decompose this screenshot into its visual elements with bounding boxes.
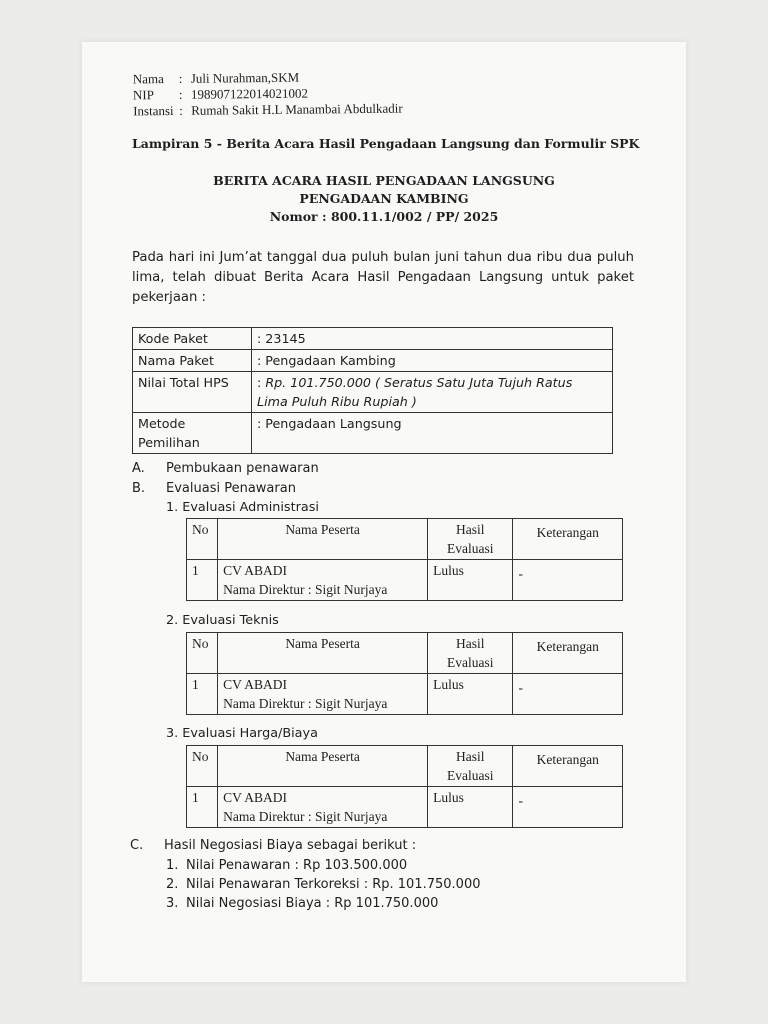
nama-label: Nama [132,71,164,87]
col-keterangan: Keterangan [513,519,623,560]
document-title [82,172,686,226]
intro-line-3: pekerjaan : [132,290,207,305]
intro-paragraph [132,248,634,308]
row-nama-1: CV ABADI [223,563,288,578]
section-a-label: Pembukaan penawaran [166,461,319,476]
hps-value-cell [252,372,613,413]
nama-paket-value: : Pengadaan Kambing [252,350,613,372]
row-nama-2: Nama Direktur : Sigit Nurjaya [223,582,388,597]
paket-row-hps [133,372,613,413]
row-hasil: Lulus [428,560,513,601]
nego-text: Nilai Penawaran : Rp 103.500.000 [186,858,408,873]
title-nomor: Nomor : 800.11.1/002 / PP/ 2025 [269,209,499,224]
row-no: 1 [187,560,218,601]
table-row [187,560,623,601]
nip-label: NIP [132,87,155,103]
metode-label-1: Metode [138,416,186,431]
section-b [132,480,296,498]
eval-admin-heading: 1. Evaluasi Administrasi [166,500,319,515]
row-hasil: Lulus [428,787,513,828]
col-hasil-1: Hasil [456,636,485,651]
nama-paket-label: Nama Paket [133,350,252,372]
col-hasil-evaluasi [428,633,513,674]
metode-value: : Pengadaan Langsung [252,413,613,454]
col-hasil-evaluasi [428,746,513,787]
instansi-value: Rumah Sakit H.L Manambai Abdulkadir [191,100,403,118]
document-sheet [82,42,686,982]
row-nama-1: CV ABADI [223,677,288,692]
eval-teknis-header-row [187,633,623,674]
kode-label: Kode Paket [133,328,252,350]
col-nama-peserta: Nama Peserta [218,746,428,787]
row-nama-2: Nama Direktur : Sigit Nurjaya [223,696,388,711]
list-item [166,894,480,913]
col-hasil-evaluasi [428,519,513,560]
section-a-marker: A. [132,461,145,476]
hps-terbilang-2: Lima Puluh Ribu Rupiah ) [257,394,417,409]
row-nama-2: Nama Direktur : Sigit Nurjaya [223,809,388,824]
eval-harga-heading: 3. Evaluasi Harga/Biaya [166,726,318,741]
hps-value: Rp. 101.750.000 [265,375,371,390]
nego-num: 1. [166,858,179,873]
col-keterangan: Keterangan [513,746,623,787]
col-hasil-2: Evaluasi [447,768,494,783]
title-line-2: PENGADAAN KAMBING [299,191,469,206]
row-keterangan: - [513,787,623,828]
nego-text: Nilai Penawaran Terkoreksi : Rp. 101.750.000 [186,877,481,892]
list-item [166,875,480,894]
nip-separator: : [178,86,183,102]
intro-line-2: lima, telah dibuat Berita Acara Hasil Pengadaan Langsung untuk paket [132,270,634,285]
eval-teknis-table [186,632,623,715]
section-c-marker: C. [130,838,144,853]
col-hasil-1: Hasil [456,522,485,537]
col-keterangan: Keterangan [513,633,623,674]
row-hasil: Lulus [428,674,513,715]
hps-prefix: : [257,375,266,390]
title-line-1: BERITA ACARA HASIL PENGADAAN LANGSUNG [213,173,555,188]
col-no: No [187,746,218,787]
row-nama-peserta [218,560,428,601]
col-hasil-2: Evaluasi [447,541,494,556]
lampiran-heading: Lampiran 5 - Berita Acara Hasil Pengadaan Langsung dan Formulir SPK [132,136,640,151]
nip-value: 198907122014021002 [190,85,309,102]
eval-harga-header-row [187,746,623,787]
row-keterangan: - [513,674,623,715]
instansi-line [133,101,403,120]
list-item [166,856,480,875]
metode-label-2: Pemilihan [138,435,200,450]
col-hasil-2: Evaluasi [447,655,494,670]
row-nama-peserta [218,674,428,715]
nego-text: Nilai Negosiasi Biaya : Rp 101.750.000 [186,896,439,911]
row-no: 1 [187,674,218,715]
hps-label: Nilai Total HPS [133,372,252,413]
col-nama-peserta: Nama Peserta [218,633,428,674]
nama-value: Juli Nurahman,SKM [190,69,300,86]
instansi-label: Instansi [133,102,174,119]
nama-separator: : [178,70,183,86]
eval-teknis-heading: 2. Evaluasi Teknis [166,613,279,628]
eval-admin-table [186,518,623,601]
row-no: 1 [187,787,218,828]
section-a [132,460,319,478]
section-b-marker: B. [132,481,146,496]
nego-num: 2. [166,877,179,892]
col-no: No [187,519,218,560]
row-nama-peserta [218,787,428,828]
section-b-label: Evaluasi Penawaran [166,481,296,496]
hps-terbilang-1: ( Seratus Satu Juta Tujuh Ratus [370,375,573,390]
negosiasi-list [166,856,480,913]
paket-row-kode [133,328,613,350]
metode-label [133,413,252,454]
row-keterangan: - [513,560,623,601]
table-row [187,787,623,828]
section-c-label: Hasil Negosiasi Biaya sebagai berikut : [164,838,417,853]
intro-line-1: Pada hari ini Jum’at tanggal dua puluh bulan juni tahun dua ribu dua puluh [132,250,634,265]
col-nama-peserta: Nama Peserta [218,519,428,560]
eval-admin-header-row [187,519,623,560]
table-row [187,674,623,715]
eval-harga-table [186,745,623,828]
paket-row-metode [133,413,613,454]
section-c [130,837,416,855]
kode-value: : 23145 [252,328,613,350]
col-hasil-1: Hasil [456,749,485,764]
col-no: No [187,633,218,674]
nego-num: 3. [166,896,179,911]
paket-table [132,327,613,454]
paket-row-nama [133,350,613,372]
row-nama-1: CV ABADI [223,790,288,805]
identity-block [133,69,403,120]
instansi-separator: : [179,102,183,118]
